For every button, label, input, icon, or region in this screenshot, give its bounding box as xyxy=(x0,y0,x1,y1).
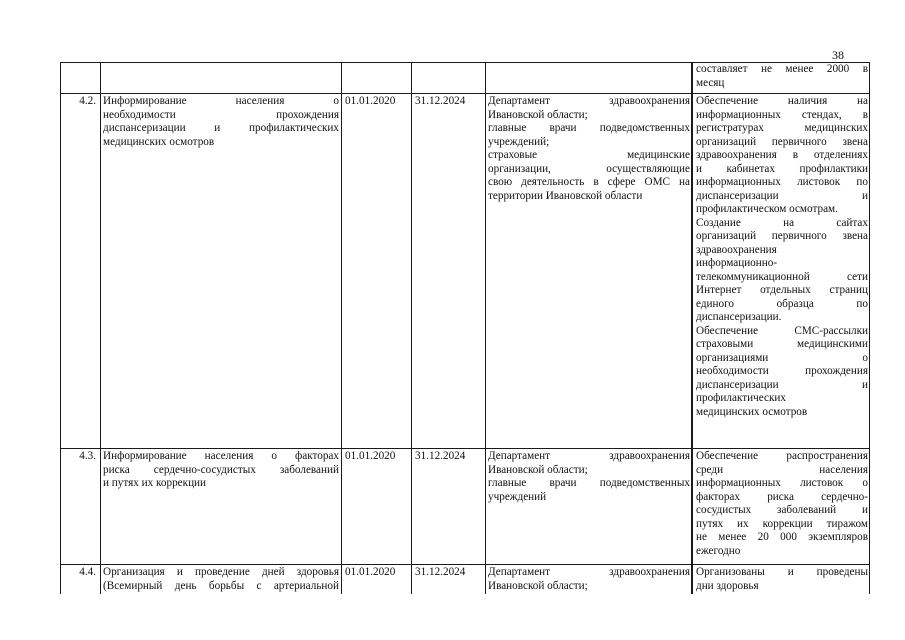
continuation-executor-cell xyxy=(486,62,692,94)
row-4-4-end-date: 31.12.2024 xyxy=(415,566,466,578)
text-line: ежегодно xyxy=(696,544,741,557)
text-line: медицинских осмотров xyxy=(103,135,215,148)
text-line: дни здоровья xyxy=(696,579,759,592)
text-line: Ивановской области; xyxy=(488,463,588,476)
text-line: Информирование населения о xyxy=(103,95,339,107)
text-line: необходимости прохождения xyxy=(696,365,868,377)
text-line: учреждений xyxy=(488,490,547,503)
continuation-result-cell xyxy=(694,62,870,94)
text-line: профилактическом осмотрам. xyxy=(696,203,838,215)
text-line: медицинских осмотров xyxy=(696,405,808,418)
text-line: сосудистых заболеваний и xyxy=(696,504,868,516)
text-line: Организованы и проведены xyxy=(696,566,868,578)
row-4-2-start-date: 01.01.2020 xyxy=(345,95,396,107)
text-line: диспансеризации и профилактических xyxy=(103,122,339,134)
text-line: Информирование населения о факторах xyxy=(103,450,339,462)
text-line: организации, осуществляющие xyxy=(488,162,690,175)
text-line: главные врачи подведомственных xyxy=(488,122,690,134)
text-line: не менее 20 000 экземпляров xyxy=(696,531,868,543)
text-line: телекоммуникационной сети xyxy=(696,270,868,283)
row-4-3-number: 4.3. xyxy=(79,450,96,462)
text-line: (Всемирный день борьбы с артериальной xyxy=(103,579,339,592)
text-line: составляет не менее 2000 в xyxy=(696,63,868,75)
text-line: информационных листовок по xyxy=(696,176,868,188)
continuation-measure-cell xyxy=(101,62,341,94)
table-border-right xyxy=(869,62,870,594)
text-line: информационно- xyxy=(696,257,778,269)
text-line: Обеспечение распространения xyxy=(696,450,868,462)
text-line: учреждений; xyxy=(488,135,550,148)
row-4-3-executor xyxy=(486,449,692,565)
row-divider xyxy=(60,93,870,94)
text-line: необходимости прохождения xyxy=(103,108,339,121)
row-4-2-result xyxy=(694,94,870,449)
text-line: организаций первичного звена xyxy=(696,135,868,148)
row-4-2-measure xyxy=(101,94,341,449)
text-line: Департамент здравоохранения xyxy=(488,566,690,578)
text-line: Департамент здравоохранения xyxy=(488,450,690,462)
text-line: Создание на сайтах xyxy=(696,216,868,229)
text-line: регистратурах медицинских xyxy=(696,122,868,134)
row-4-2-executor xyxy=(486,94,692,449)
text-line: организациями о xyxy=(696,351,868,364)
text-line: информационных стендах, в xyxy=(696,108,868,121)
row-4-2-number: 4.2. xyxy=(79,95,96,107)
column-divider xyxy=(485,62,486,594)
text-line: Обеспечение наличия на xyxy=(696,95,868,107)
row-4-3-measure xyxy=(101,449,341,565)
text-line: главные врачи подведомственных xyxy=(488,477,690,489)
text-line: Ивановской области; xyxy=(488,579,588,592)
row-4-3-result xyxy=(694,449,870,565)
column-divider xyxy=(691,62,693,594)
text-line: единого образца по xyxy=(696,297,868,310)
row-4-3-end-date: 31.12.2024 xyxy=(415,450,466,462)
column-divider xyxy=(411,62,412,594)
text-line: Организация и проведение дней здоровья xyxy=(103,566,339,578)
page-number: 38 xyxy=(832,48,844,62)
text-line: Департамент здравоохранения xyxy=(488,95,690,107)
row-4-3-start-date: 01.01.2020 xyxy=(345,450,396,462)
text-line: Ивановской области; xyxy=(488,108,588,121)
text-line: и кабинетах профилактики xyxy=(696,162,868,175)
text-line: месяц xyxy=(696,76,725,89)
text-line: страховыми медицинскими xyxy=(696,338,868,350)
program-measures-table xyxy=(60,62,870,594)
text-line: Интернет отдельных страниц xyxy=(696,284,868,296)
continuation-number-cell xyxy=(60,62,100,94)
text-line: свою деятельность в сфере ОМС на xyxy=(488,176,690,188)
row-divider xyxy=(60,448,870,449)
text-line: диспансеризации. xyxy=(696,311,782,323)
text-line: и путях их коррекции xyxy=(103,477,207,489)
continuation-start-cell xyxy=(342,62,411,94)
row-4-4-result xyxy=(694,565,870,594)
text-line: Обеспечение СМС-рассылки xyxy=(696,324,868,337)
text-line: организаций первичного звена xyxy=(696,230,868,242)
row-4-4-start-date: 01.01.2020 xyxy=(345,566,396,578)
table-border-left xyxy=(60,62,61,594)
text-line: диспансеризации и xyxy=(696,378,868,391)
table-border-top xyxy=(60,62,870,63)
text-line: диспансеризации и xyxy=(696,189,868,202)
text-line: риска сердечно-сосудистых заболеваний xyxy=(103,463,339,476)
text-line: среди населения xyxy=(696,463,868,476)
column-divider xyxy=(341,62,342,594)
column-divider xyxy=(100,62,101,594)
row-4-4-measure xyxy=(101,565,341,594)
row-4-2-end-date: 31.12.2024 xyxy=(415,95,466,107)
text-line: факторах риска сердечно- xyxy=(696,490,868,503)
text-line: информационных листовок о xyxy=(696,477,868,489)
text-line: путях их коррекции тиражом xyxy=(696,517,868,530)
text-line: здравоохранения в отделениях xyxy=(696,149,868,161)
text-line: здравоохранения xyxy=(696,243,777,256)
row-4-4-executor xyxy=(486,565,692,594)
row-4-4-number: 4.4. xyxy=(79,566,96,578)
row-divider xyxy=(60,564,870,565)
text-line: страховые медицинские xyxy=(488,149,690,161)
text-line: профилактических xyxy=(696,392,786,404)
continuation-end-cell xyxy=(412,62,485,94)
text-line: территории Ивановской области xyxy=(488,189,643,202)
